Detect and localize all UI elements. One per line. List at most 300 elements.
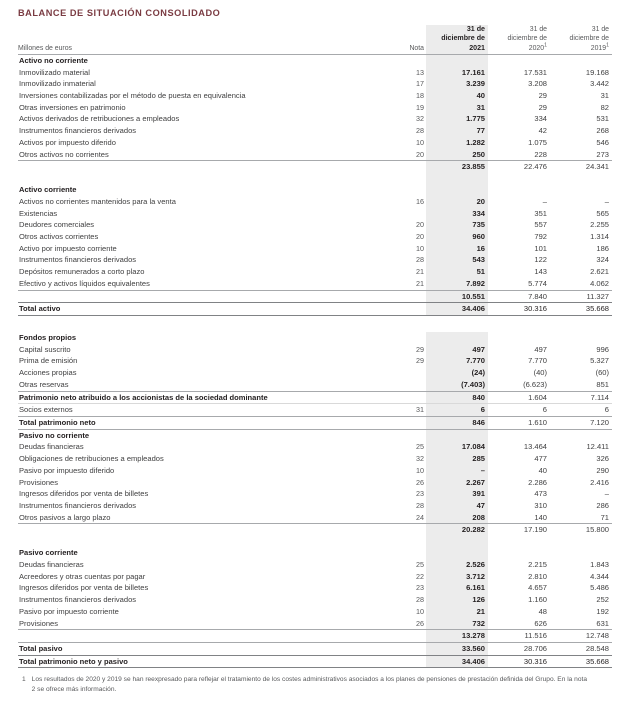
subtotal-row (18, 290, 612, 303)
column-header-2019 (550, 25, 612, 54)
row-value-2019: 192 (596, 606, 609, 616)
row-value-2021: 732 (426, 618, 488, 630)
row-value-2021: 20 (426, 196, 488, 208)
subtotal-row (18, 524, 612, 536)
row-value-2020: 17.531 (523, 67, 547, 77)
row-value-2019: 2.255 (590, 220, 609, 230)
row-value-2020: 17.190 (488, 524, 550, 536)
row-value-2019: 546 (596, 137, 609, 147)
row-value-2020: 6 (542, 405, 547, 415)
row-value-2019 (550, 332, 612, 344)
row-label: Patrimonio neto atribuido a los accionistas de la sociedad dominante (18, 391, 386, 404)
row-value-2019: 2.621 (590, 267, 609, 277)
row-value-2019: 996 (596, 344, 609, 354)
table-row (18, 477, 612, 489)
row-value-2019 (550, 547, 612, 559)
row-value-2020: 40 (538, 465, 547, 475)
row-label: Capital suscrito (19, 344, 71, 354)
row-note-reference: 20 (416, 231, 424, 241)
row-note-reference (386, 303, 426, 316)
row-note-reference (386, 630, 426, 643)
table-spacer-row (18, 315, 612, 332)
row-label: Otros activos corrientes (19, 231, 99, 241)
spacer-cell (488, 173, 550, 184)
row-value-2021: 1.282 (426, 137, 488, 149)
table-row (18, 78, 612, 90)
row-value-2019: 4.062 (590, 278, 609, 288)
spacer-cell (550, 315, 612, 332)
header-2019-line3: 2019 (590, 44, 607, 52)
table-spacer-row (18, 536, 612, 547)
footnote-number: 1 (22, 676, 26, 684)
row-label: Ingresos diferidos por venta de billetes (19, 489, 149, 499)
table-row (18, 278, 612, 290)
row-note-reference: 26 (416, 477, 424, 487)
row-note-reference: 29 (416, 344, 424, 354)
footnote-text: Los resultados de 2020 y 2019 se han reexpresado para reflejar el tratamiento de los costes administrativos asociados a los planes de pensiones de prestación definida del Grupo. En la nota 2 se ofrece más información. (31, 676, 587, 693)
table-header-row (18, 25, 612, 54)
row-value-2021: 34.406 (426, 655, 488, 668)
row-note-reference (386, 332, 426, 344)
row-value-2020: 626 (534, 618, 547, 628)
table-row (18, 254, 612, 266)
row-value-2021: 126 (426, 594, 488, 606)
row-value-2020: 101 (534, 243, 547, 253)
table-row (18, 441, 612, 453)
row-value-2019: 851 (596, 379, 609, 389)
units-label: Millones de euros (18, 25, 386, 54)
spacer-cell (18, 173, 386, 184)
row-value-2021: (24) (426, 367, 488, 379)
row-value-2019: 324 (596, 255, 609, 265)
row-note-reference: 13 (416, 67, 424, 77)
table-row (18, 67, 612, 79)
row-value-2020: 477 (534, 454, 547, 464)
total-row (18, 303, 612, 316)
row-note-reference (386, 391, 426, 404)
table-row (18, 465, 612, 477)
row-note-reference: 32 (416, 454, 424, 464)
row-value-2021: 23.855 (426, 161, 488, 173)
row-value-2020: 334 (534, 114, 547, 124)
row-label: Instrumentos financieros derivados (19, 126, 137, 136)
row-value-2021 (426, 54, 488, 66)
table-body (18, 54, 612, 668)
row-value-2019: 290 (596, 465, 609, 475)
row-note-reference (386, 208, 426, 220)
row-value-2019: (60) (595, 368, 609, 378)
row-note-reference: 10 (416, 465, 424, 475)
row-note-reference: 19 (416, 102, 424, 112)
row-value-2020 (488, 54, 550, 66)
row-value-2021: 33.560 (426, 642, 488, 655)
row-value-2021: 2.267 (426, 477, 488, 489)
row-note-reference: 10 (416, 137, 424, 147)
row-value-2020: 30.316 (488, 655, 550, 668)
row-label: Fondos propios (19, 332, 77, 342)
row-value-2019: 5.486 (590, 583, 609, 593)
table-row (18, 582, 612, 594)
row-value-2020: 1.075 (528, 137, 547, 147)
row-value-2021: 840 (426, 391, 488, 404)
header-2020-line1: 31 de (529, 26, 547, 33)
row-label: Activos derivados de retribuciones a empleados (19, 114, 180, 124)
row-note-reference (386, 524, 426, 536)
row-value-2020: 1.604 (488, 391, 550, 404)
row-label: Existencias (19, 208, 58, 218)
header-2020-line2: diciembre de (507, 35, 547, 43)
row-label: Obligaciones de retribuciones a empleados (19, 454, 164, 464)
row-value-2020: 143 (534, 267, 547, 277)
header-2021-line3: 2021 (469, 43, 485, 52)
row-label (18, 524, 386, 536)
subtotal-row (18, 630, 612, 643)
table-row (18, 571, 612, 583)
row-value-2021: 497 (426, 344, 488, 356)
row-label: Inversiones contabilizadas por el método de puesta en equivalencia (19, 91, 246, 101)
row-note-reference (386, 417, 426, 430)
row-value-2020: 2.215 (528, 559, 547, 569)
row-value-2019: 531 (596, 114, 609, 124)
table-row (18, 219, 612, 231)
row-value-2020: 2.286 (528, 477, 547, 487)
row-note-reference: 25 (416, 559, 424, 569)
row-note-reference (386, 161, 426, 173)
row-label: Otras inversiones en patrimonio (19, 102, 126, 112)
table-spacer-row (18, 173, 612, 184)
row-value-2020: (40) (533, 368, 547, 378)
row-value-2020: 497 (534, 344, 547, 354)
row-label: Instrumentos financieros derivados (19, 595, 137, 605)
row-label: Efectivo y activos líquidos equivalentes (19, 278, 150, 288)
row-label: Activo no corriente (19, 55, 88, 65)
row-value-2020: 4.657 (528, 583, 547, 593)
row-note-reference (386, 547, 426, 559)
row-note-reference (386, 290, 426, 303)
row-label: Otros activos no corrientes (19, 149, 109, 159)
balance-sheet-table (18, 25, 612, 668)
row-label: Socios externos (19, 405, 73, 415)
row-note-reference: 20 (416, 149, 424, 159)
row-value-2021: 3.712 (426, 571, 488, 583)
row-value-2021: 7.770 (426, 355, 488, 367)
row-value-2020: 351 (534, 208, 547, 218)
row-note-reference: 28 (416, 255, 424, 265)
header-2021-line1: 31 de (466, 25, 485, 33)
table-row (18, 453, 612, 465)
row-note-reference: 28 (416, 126, 424, 136)
row-value-2019: 1.314 (590, 231, 609, 241)
table-row (18, 344, 612, 356)
header-2021-line2: diciembre de (441, 34, 485, 43)
row-note-reference: 10 (416, 243, 424, 253)
row-value-2021 (426, 332, 488, 344)
row-label: Prima de emisión (19, 356, 78, 366)
row-value-2021: 2.526 (426, 559, 488, 571)
row-note-reference: 16 (416, 196, 424, 206)
row-label: Deudas financieras (19, 559, 84, 569)
table-row (18, 594, 612, 606)
row-value-2020: 792 (534, 231, 547, 241)
column-header-note: Nota (386, 25, 426, 54)
row-value-2019 (550, 54, 612, 66)
footnote (18, 675, 612, 694)
spacer-cell (386, 173, 426, 184)
row-label: Otros pasivos a largo plazo (19, 512, 111, 522)
row-note-reference: 26 (416, 618, 424, 628)
row-value-2019: 28.548 (550, 642, 612, 655)
section-heading-row (18, 332, 612, 344)
row-value-2020: 557 (534, 220, 547, 230)
spacer-cell (426, 173, 488, 184)
row-value-2020: 7.770 (528, 356, 547, 366)
row-value-2020 (488, 429, 550, 441)
row-value-2021: 334 (426, 208, 488, 220)
row-value-2021: 6 (426, 404, 488, 417)
table-row (18, 355, 612, 367)
row-note-reference (386, 54, 426, 66)
row-value-2020: 28.706 (488, 642, 550, 655)
spacer-cell (426, 536, 488, 547)
row-value-2020 (488, 547, 550, 559)
row-value-2021: 34.406 (426, 303, 488, 316)
row-value-2019: 273 (596, 149, 609, 159)
row-note-reference: 29 (416, 356, 424, 366)
row-value-2020: 140 (534, 512, 547, 522)
row-value-2021: 735 (426, 219, 488, 231)
row-label: Pasivo por impuesto corriente (19, 606, 119, 616)
row-value-2021: 51 (426, 266, 488, 278)
row-value-2019: 5.327 (590, 356, 609, 366)
row-note-reference: 28 (416, 595, 424, 605)
total-row (18, 391, 612, 404)
row-value-2021: 285 (426, 453, 488, 465)
row-label (18, 290, 386, 303)
row-value-2021: 250 (426, 149, 488, 161)
row-label: Activos por impuesto diferido (19, 137, 116, 147)
table-row (18, 512, 612, 524)
row-value-2019: 3.442 (590, 79, 609, 89)
row-value-2019: 631 (596, 618, 609, 628)
row-value-2020: 13.464 (523, 442, 547, 452)
row-value-2019: – (604, 196, 609, 206)
row-value-2021: 21 (426, 606, 488, 618)
total-row (18, 642, 612, 655)
spacer-cell (386, 315, 426, 332)
table-row (18, 113, 612, 125)
row-value-2020: 310 (534, 501, 547, 511)
table-row (18, 500, 612, 512)
table-row (18, 149, 612, 161)
row-label: Deudas financieras (19, 442, 84, 452)
row-value-2020: 228 (534, 149, 547, 159)
row-value-2020: 29 (538, 91, 547, 101)
table-row (18, 102, 612, 114)
header-2020-line3: 2020 (528, 44, 545, 52)
spacer-cell (386, 536, 426, 547)
row-value-2020: 2.810 (528, 571, 547, 581)
table-row (18, 125, 612, 137)
row-label: Ingresos diferidos por venta de billetes (19, 583, 149, 593)
spacer-cell (18, 315, 386, 332)
row-label: Total pasivo (18, 642, 386, 655)
row-label: Inmovilizado inmaterial (19, 79, 96, 89)
row-value-2019: 31 (600, 91, 609, 101)
table-row (18, 137, 612, 149)
table-row (18, 367, 612, 379)
row-value-2021: 16 (426, 243, 488, 255)
row-value-2019: 326 (596, 454, 609, 464)
total-row (18, 655, 612, 668)
row-label (18, 161, 386, 173)
row-label: Pasivo corriente (19, 548, 78, 558)
section-heading-row (18, 184, 612, 196)
row-value-2019: – (604, 489, 609, 499)
row-value-2020: – (542, 196, 547, 206)
row-value-2020: 22.476 (488, 161, 550, 173)
row-label: Pasivo no corriente (18, 429, 386, 441)
row-value-2020: 5.774 (528, 278, 547, 288)
row-value-2019: 11.327 (550, 290, 612, 303)
table-row (18, 90, 612, 102)
row-value-2021: 543 (426, 254, 488, 266)
table-row (18, 559, 612, 571)
row-value-2021: 6.161 (426, 582, 488, 594)
row-label: Provisiones (19, 618, 59, 628)
spacer-cell (426, 315, 488, 332)
row-label: Otras reservas (19, 379, 69, 389)
row-label: Instrumentos financieros derivados (19, 255, 137, 265)
row-value-2019: 1.843 (590, 559, 609, 569)
row-note-reference (386, 642, 426, 655)
row-value-2019: 268 (596, 126, 609, 136)
row-value-2020: 122 (534, 255, 547, 265)
section-heading-row (18, 547, 612, 559)
row-note-reference: 24 (416, 512, 424, 522)
row-note-reference (386, 655, 426, 668)
row-note-reference (386, 367, 426, 379)
row-value-2020: 7.840 (488, 290, 550, 303)
row-note-reference: 22 (416, 571, 424, 581)
row-value-2021: 40 (426, 90, 488, 102)
row-label: Total patrimonio neto y pasivo (18, 655, 386, 668)
row-value-2019: 19.168 (585, 67, 609, 77)
table-row (18, 379, 612, 391)
row-note-reference: 28 (416, 501, 424, 511)
table-row (18, 231, 612, 243)
table-row (18, 404, 612, 417)
row-value-2020: 1.160 (528, 595, 547, 605)
row-value-2019: 186 (596, 243, 609, 253)
row-value-2021: 960 (426, 231, 488, 243)
spacer-cell (550, 536, 612, 547)
row-note-reference: 10 (416, 606, 424, 616)
row-note-reference: 23 (416, 583, 424, 593)
table-row (18, 488, 612, 500)
row-label: Activos no corrientes mantenidos para la venta (19, 196, 176, 206)
row-value-2020: 30.316 (488, 303, 550, 316)
header-2019-line1: 31 de (591, 26, 609, 33)
row-value-2020: 1.610 (488, 417, 550, 430)
row-value-2019: 286 (596, 501, 609, 511)
row-value-2020 (488, 332, 550, 344)
row-value-2020: 3.208 (528, 79, 547, 89)
row-value-2021 (426, 184, 488, 196)
row-value-2019 (550, 429, 612, 441)
row-value-2020: (6.623) (523, 379, 547, 389)
row-value-2020: 29 (538, 102, 547, 112)
row-label: Acciones propias (19, 368, 77, 378)
row-note-reference: 31 (416, 405, 424, 415)
row-value-2019: 2.416 (590, 477, 609, 487)
table-row (18, 606, 612, 618)
row-note-reference: 25 (416, 442, 424, 452)
spacer-cell (488, 315, 550, 332)
row-value-2019: 4.344 (590, 571, 609, 581)
row-value-2021: 17.161 (426, 67, 488, 79)
section-heading-row (18, 54, 612, 66)
row-label: Provisiones (19, 477, 59, 487)
row-value-2019: 24.341 (550, 161, 612, 173)
row-value-2019: 15.800 (550, 524, 612, 536)
row-note-reference (386, 429, 426, 441)
row-note-reference: 23 (416, 489, 424, 499)
row-value-2020: 48 (538, 606, 547, 616)
spacer-cell (550, 173, 612, 184)
row-value-2021: 77 (426, 125, 488, 137)
row-value-2019 (550, 184, 612, 196)
row-note-reference: 21 (416, 267, 424, 277)
row-label (18, 630, 386, 643)
row-value-2019: 6 (604, 405, 609, 415)
table-row (18, 266, 612, 278)
row-value-2019: 565 (596, 208, 609, 218)
subtotal-row (18, 161, 612, 173)
table-row (18, 618, 612, 630)
spacer-cell (488, 536, 550, 547)
row-value-2019: 12.748 (550, 630, 612, 643)
table-row (18, 196, 612, 208)
column-header-2020 (488, 25, 550, 54)
column-header-2021 (426, 25, 488, 54)
row-value-2021: (7.403) (426, 379, 488, 391)
row-value-2021: 31 (426, 102, 488, 114)
table-row (18, 243, 612, 255)
row-note-reference: 20 (416, 220, 424, 230)
row-value-2020: 11.516 (488, 630, 550, 643)
row-value-2020: 473 (534, 489, 547, 499)
row-value-2021: 391 (426, 488, 488, 500)
spacer-cell (18, 536, 386, 547)
row-label: Pasivo por impuesto diferido (19, 465, 115, 475)
row-value-2021 (426, 429, 488, 441)
row-value-2019: 82 (600, 102, 609, 112)
row-note-reference (386, 184, 426, 196)
row-value-2021: 17.084 (426, 441, 488, 453)
row-label: Inmovilizado material (19, 67, 90, 77)
row-label: Depósitos remunerados a corto plazo (19, 267, 145, 277)
row-value-2021: 20.282 (426, 524, 488, 536)
row-value-2019: 35.668 (550, 655, 612, 668)
row-note-reference (386, 379, 426, 391)
table-row (18, 208, 612, 220)
section-heading-row (18, 429, 612, 441)
row-value-2019: 35.668 (550, 303, 612, 316)
row-value-2019: 7.114 (550, 391, 612, 404)
row-note-reference: 21 (416, 278, 424, 288)
row-value-2021: 846 (426, 417, 488, 430)
row-value-2021 (426, 547, 488, 559)
